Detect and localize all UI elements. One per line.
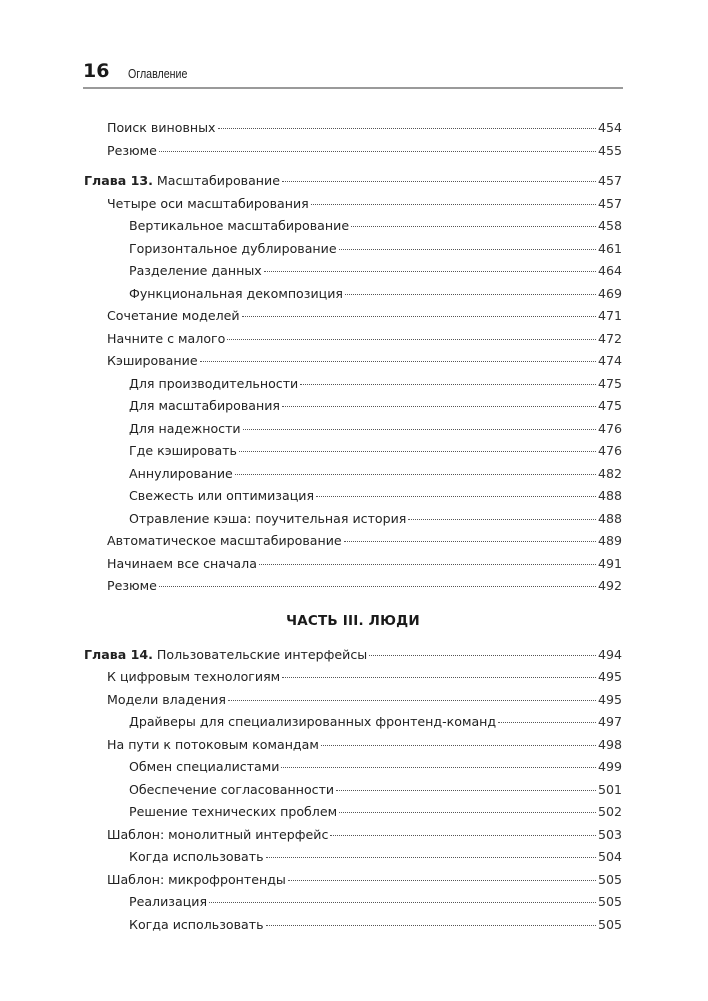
chapter-label: Глава 14. [84,646,153,662]
page-ref: 471 [597,308,622,323]
page-ref: 488 [597,510,622,526]
page-ref: 497 [597,714,622,729]
page-ref: 491 [597,555,622,571]
dot-leader [408,519,596,520]
toc-entry[interactable] [84,140,622,163]
entry-title: Разделение данных [129,263,262,278]
entry-title: Обеспечение согласованности [129,781,335,797]
page-ref: 499 [597,759,622,774]
toc-entry[interactable] [84,891,622,914]
chapter-label: Глава 13. [84,173,153,188]
page-ref: 455 [597,142,622,158]
toc-entry[interactable] [84,824,622,847]
toc-chapter-13[interactable] [84,170,622,193]
toc-entry[interactable] [84,328,622,351]
toc-entry[interactable] [84,238,622,261]
page-ref: 505 [597,916,622,932]
dot-leader [311,204,596,205]
entry-title: Начинаем все сначала [107,555,257,571]
page-ref: 498 [597,736,622,752]
toc-entry[interactable] [84,553,622,576]
page-ref: 494 [597,646,622,662]
toc-entry[interactable] [84,305,622,328]
page-ref: 475 [597,398,622,413]
page-ref: 472 [597,330,622,346]
toc-entry[interactable] [84,395,622,418]
dot-leader [264,271,596,272]
page-ref: 488 [597,488,622,503]
page-ref: 503 [597,826,622,842]
entry-title: Сочетание моделей [107,308,240,323]
dot-leader [281,767,596,768]
toc-entry[interactable] [84,283,622,306]
chapter-13-entries [84,193,622,598]
page-ref: 457 [597,195,622,211]
toc-entry[interactable] [84,508,622,531]
dot-leader [498,722,596,723]
entry-title: Для масштабирования [129,398,280,413]
entry-title: На пути к потоковым командам [107,736,319,752]
toc-entry[interactable] [84,779,622,802]
entry-title: Резюме [107,142,157,158]
entry-title: Аннулирование [129,465,233,481]
page-ref: 505 [597,871,622,887]
toc-entry[interactable] [84,914,622,937]
entry-title: Кэширование [107,353,198,368]
dot-leader [351,226,596,227]
dot-leader [159,586,596,587]
dot-leader [300,384,596,385]
dot-leader [282,406,596,407]
part-heading: ЧАСТЬ III. ЛЮДИ [286,612,420,629]
dot-leader [218,128,596,129]
dot-leader [266,857,596,858]
entry-title: Отравление кэша: поучительная история [129,510,407,526]
entry-title: Поиск виновных [107,120,216,135]
toc-entry[interactable] [84,711,622,734]
toc-entry[interactable] [84,117,622,140]
toc-entry[interactable] [84,575,622,598]
page-ref: 475 [597,375,622,391]
page-ref: 457 [597,173,622,188]
page-ref: 476 [597,420,622,436]
dot-leader [336,790,596,791]
dot-leader [266,925,596,926]
entry-title: К цифровым технологиям [107,669,281,684]
page-ref: 504 [597,849,622,864]
dot-leader [345,294,596,295]
entry-title: Функциональная декомпозиция [129,285,343,301]
toc-entry[interactable] [84,373,622,396]
toc-entry[interactable] [84,666,622,689]
toc-entry[interactable] [84,530,622,553]
dot-leader [316,496,596,497]
entry-title: Свежесть или оптимизация [129,488,315,503]
entry-title: Модели владения [107,691,226,707]
entry-title: Обмен специалистами [129,759,280,774]
header-rule [83,87,623,89]
dot-leader [228,700,596,701]
entry-title: Четыре оси масштабирования [107,195,309,211]
page-ref: 492 [597,578,622,593]
entry-title: Для производительности [129,375,299,391]
dot-leader [369,655,596,656]
table-of-contents [84,117,622,936]
page-ref: 469 [597,285,622,301]
page-ref: 495 [597,669,622,684]
entry-title: Решение технических проблем [129,804,338,819]
entry-title: Когда использовать [129,849,264,864]
page-ref: 502 [597,804,622,819]
dot-leader [159,151,596,152]
entry-title: Начните с малого [107,330,226,346]
toc-entry[interactable] [84,689,622,712]
running-title: Оглавление [128,66,188,81]
toc-entry[interactable] [84,485,622,508]
dot-leader [227,339,596,340]
page-header [83,60,623,88]
toc-entry[interactable] [84,756,622,779]
toc-entry[interactable] [84,463,622,486]
toc-section-before [84,117,622,162]
page-ref: 454 [597,120,622,135]
toc-entry[interactable] [84,846,622,869]
toc-entry[interactable] [84,215,622,238]
dot-leader [344,541,596,542]
dot-leader [321,745,596,746]
entry-title: Шаблон: монолитный интерфейс [107,826,329,842]
toc-entry[interactable] [84,260,622,283]
entry-title: Для надежности [129,420,241,436]
dot-leader [330,835,596,836]
page-ref: 482 [597,465,622,481]
page-ref: 501 [597,781,622,797]
dot-leader [239,451,596,452]
entry-title: Реализация [129,894,208,909]
toc-entry[interactable] [84,418,622,441]
dot-leader [282,181,596,182]
dot-leader [288,880,596,881]
entry-title: Горизонтальное дублирование [129,240,337,256]
page-ref: 505 [597,894,622,909]
entry-title: Где кэшировать [129,443,237,458]
toc-entry[interactable] [84,440,622,463]
dot-leader [209,902,596,903]
toc-entry[interactable] [84,734,622,757]
chapter-14-entries [84,666,622,936]
dot-leader [339,812,596,813]
dot-leader [259,564,596,565]
page-ref: 458 [597,218,622,233]
entry-title: Автоматическое масштабирование [107,533,342,548]
entry-title: Драйверы для специализированных фронтенд-команд [129,714,497,729]
section-gap [84,162,622,170]
toc-chapter-14[interactable] [84,644,622,667]
dot-leader [242,316,596,317]
entry-title: Резюме [107,578,157,593]
dot-leader [235,474,596,475]
page-number: 16 [83,60,110,82]
dot-leader [282,677,596,678]
chapter-title: Пользовательские интерфейсы [152,646,368,662]
entry-title: Когда использовать [129,916,264,932]
toc-entry[interactable] [84,869,622,892]
toc-entry[interactable] [84,193,622,216]
page-ref: 495 [597,691,622,707]
page-ref: 464 [597,263,622,278]
dot-leader [243,429,596,430]
chapter-title: Масштабирование [152,173,280,188]
page-ref: 476 [597,443,622,458]
page-ref: 474 [597,353,622,368]
dot-leader [339,249,596,250]
entry-title: Шаблон: микрофронтенды [107,871,286,887]
toc-entry[interactable] [84,801,622,824]
toc-entry[interactable] [84,350,622,373]
dot-leader [200,361,596,362]
page-ref: 461 [597,240,622,256]
page-ref: 489 [597,533,622,548]
entry-title: Вертикальное масштабирование [129,218,350,233]
